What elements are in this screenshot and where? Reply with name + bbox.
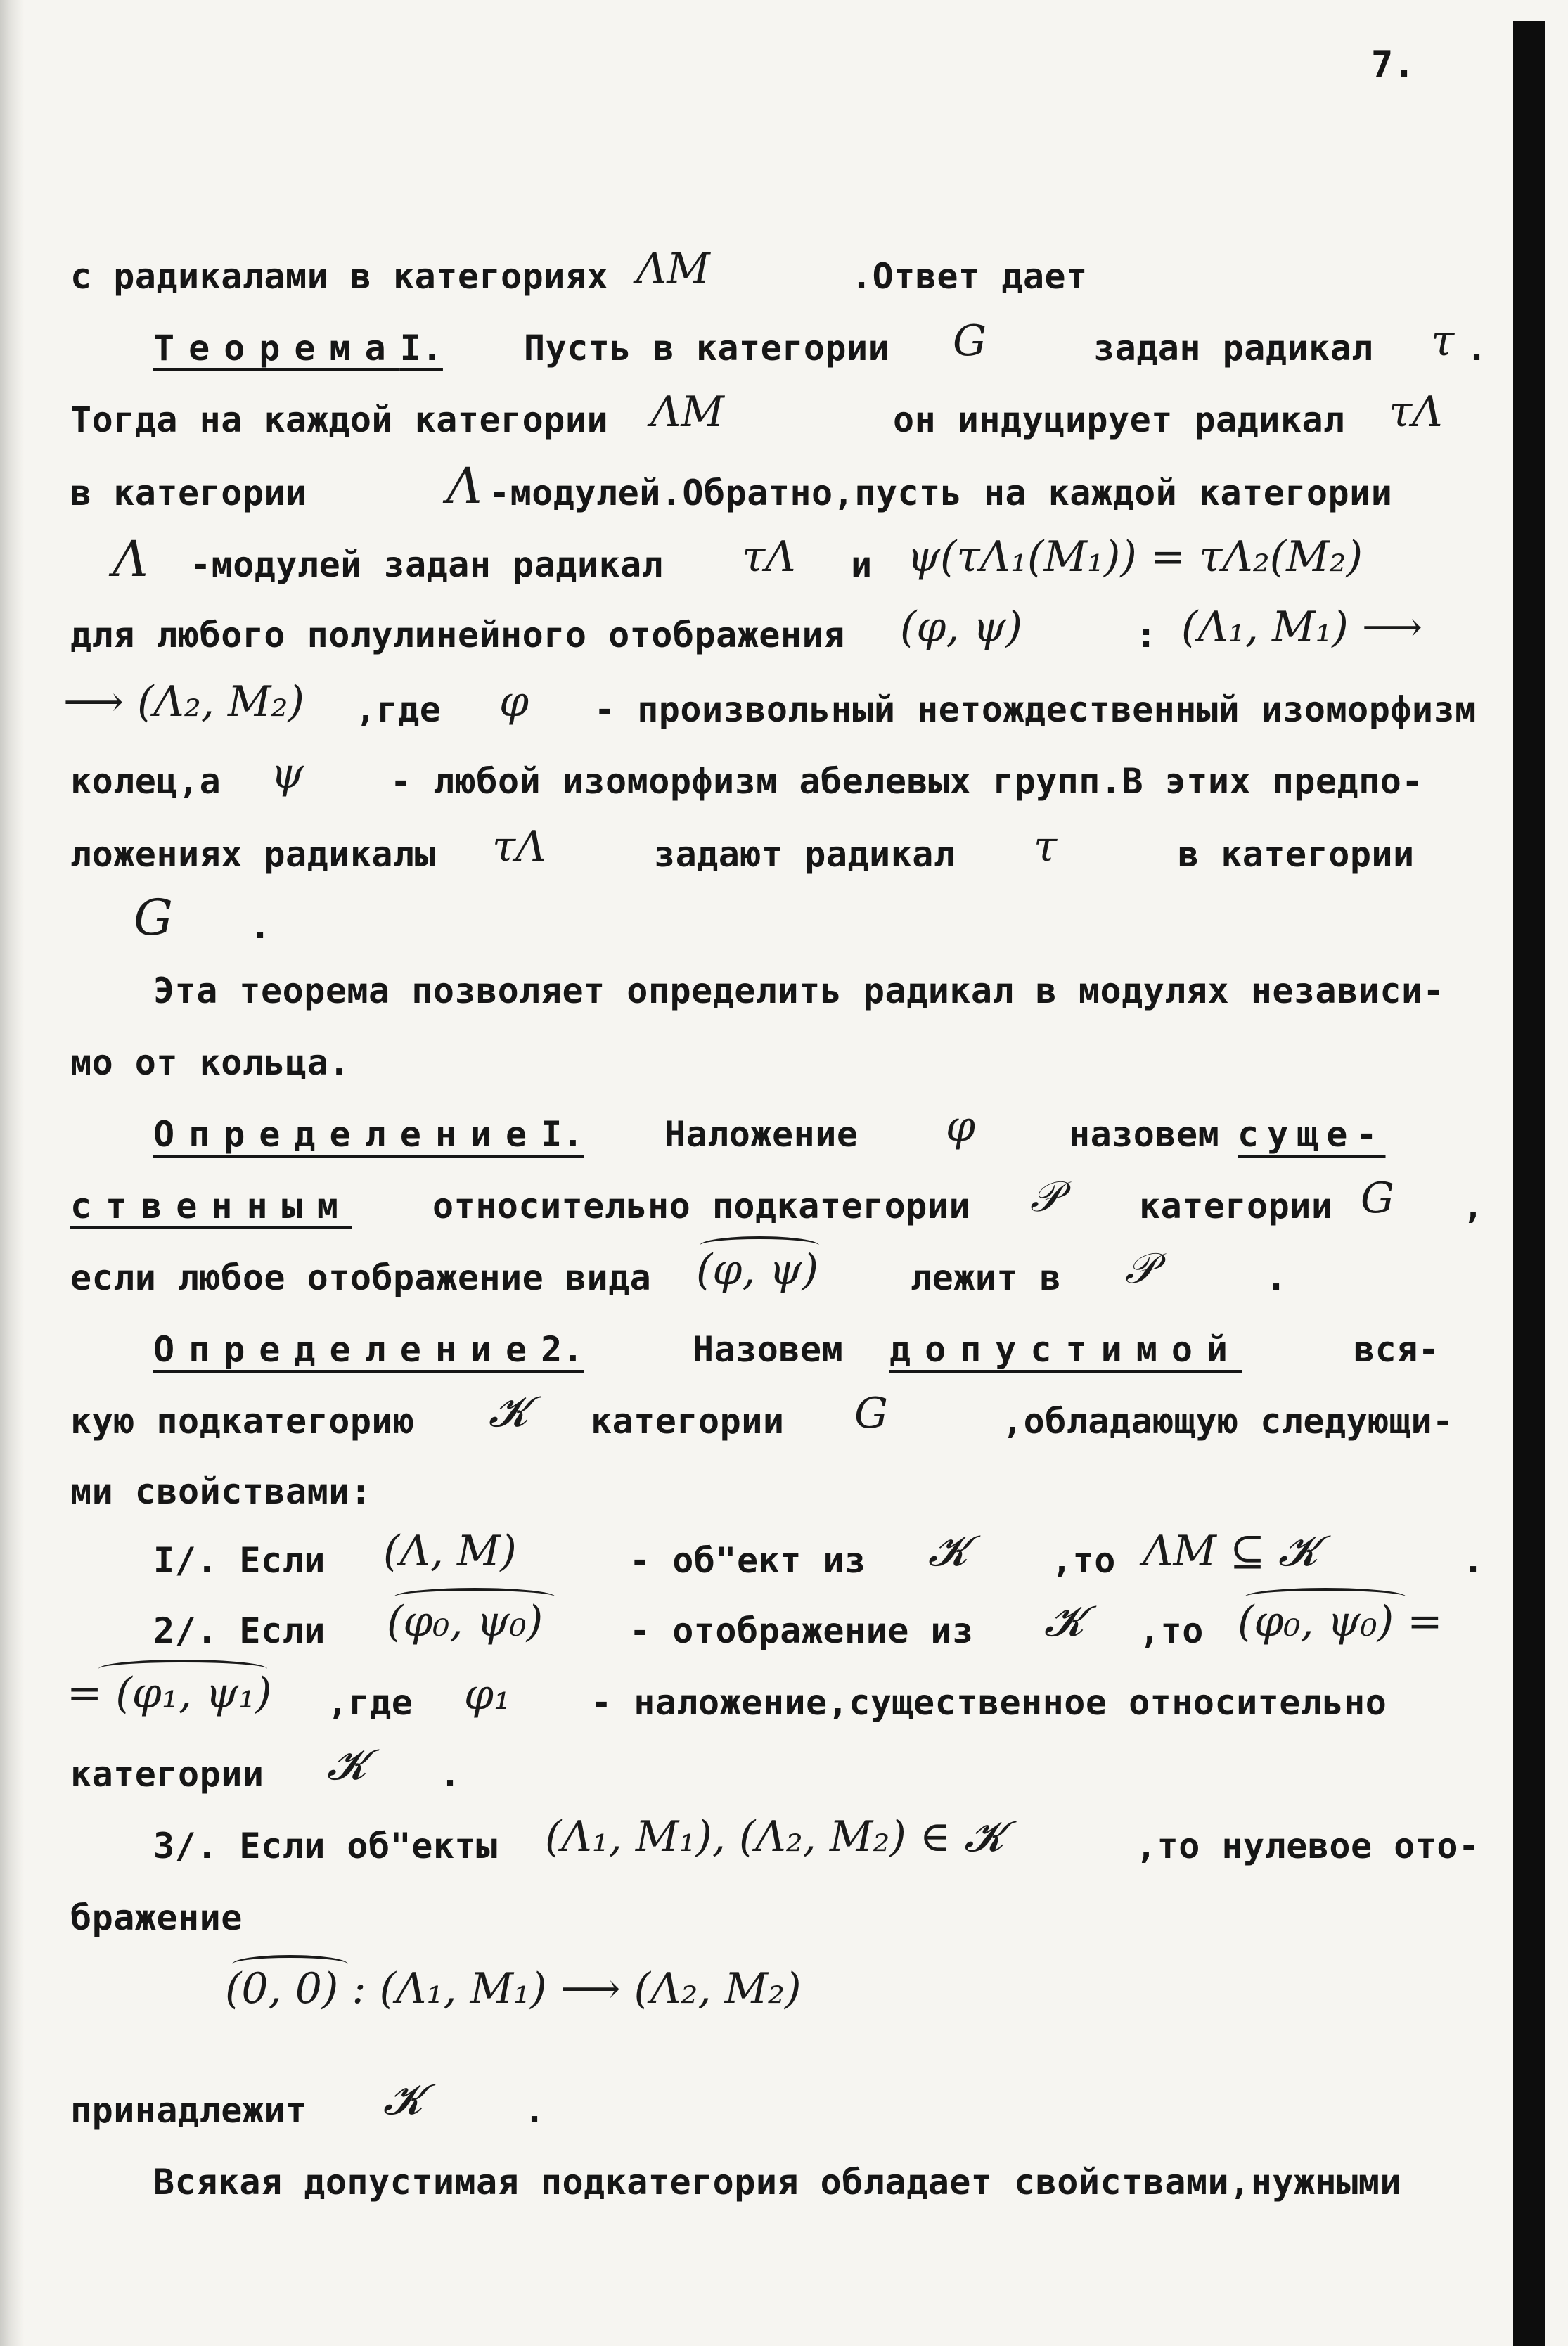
- text-line: задают радикал: [654, 834, 956, 875]
- text-line: в категории: [70, 473, 307, 513]
- text-line: ложениях радикалы: [70, 834, 437, 875]
- formula-phi: φ: [946, 1102, 976, 1151]
- text-line: 2/. Если: [153, 1610, 326, 1651]
- formula-lambda-m: ΛM: [636, 244, 710, 293]
- punct: .: [524, 2090, 546, 2131]
- text-line: ,где: [355, 689, 442, 730]
- definition-number: I.: [541, 1114, 584, 1155]
- formula-G: G: [953, 316, 987, 366]
- theorem-number: I.: [399, 328, 443, 368]
- emphasis: ственным: [70, 1186, 352, 1226]
- theorem-label: Теорема: [153, 328, 400, 368]
- text-line: бражение: [70, 1897, 243, 1938]
- formula-tau: τ: [1034, 822, 1058, 871]
- formula-objects-in-K: (Λ₁, M₁), (Λ₂, M₂) ∈ 𝓚: [545, 1812, 1004, 1861]
- text-line: Пусть в категории: [524, 328, 890, 368]
- formula-K: 𝓚: [1044, 1597, 1084, 1646]
- formula-target-object: ⟶ (Λ₂, M₂): [63, 677, 304, 726]
- text-line: Всякая допустимая подкатегория обладает свойствами,нужными: [153, 2162, 1401, 2203]
- text-line: .Ответ дает: [851, 256, 1088, 297]
- formula-subcategory: ΛM ⊆ 𝓚: [1143, 1527, 1318, 1576]
- formula-object: (Λ, M): [383, 1527, 517, 1576]
- text-line: ,где: [327, 1682, 413, 1723]
- text-line: с радикалами в категориях: [70, 256, 609, 297]
- formula-P: 𝒫: [1030, 1172, 1061, 1222]
- text-line: - об"ект из: [629, 1540, 866, 1581]
- text-line: задан радикал: [1093, 328, 1373, 368]
- formula-psi: ψ: [271, 749, 304, 798]
- text-line: в категории: [1178, 834, 1415, 875]
- formula-tau-lambda: τΛ: [742, 532, 796, 582]
- text-line: 3/. Если об"екты: [153, 1826, 498, 1866]
- formula-K: 𝓚: [928, 1527, 968, 1576]
- text-line: ,то: [1139, 1610, 1204, 1651]
- text-line: ми свойствами:: [70, 1471, 372, 1512]
- text-line: и: [851, 544, 873, 585]
- formula-tau-lambda: τΛ: [1389, 387, 1443, 437]
- text-line: принадлежит: [70, 2090, 307, 2131]
- formula-G: G: [134, 889, 173, 947]
- definition-number: 2.: [541, 1329, 584, 1370]
- punct: .: [1266, 1257, 1287, 1298]
- text-line: I/. Если: [153, 1540, 326, 1581]
- definition-label: Определение: [153, 1114, 541, 1155]
- formula-lambda-m: ΛM: [650, 387, 724, 437]
- text-line: относительно подкатегории: [432, 1186, 971, 1226]
- emphasis: допустимой: [889, 1329, 1242, 1370]
- text-line: Назовем: [693, 1329, 844, 1370]
- text-line: - наложение,существенное относительно: [591, 1682, 1387, 1723]
- formula-P: 𝒫: [1125, 1244, 1156, 1293]
- page-number: 7.: [1371, 44, 1415, 86]
- text-line: -модулей задан радикал: [190, 544, 664, 585]
- formula-zero-map: (0, 0) : (Λ₁, M₁) ⟶ (Λ₂, M₂): [225, 1964, 802, 2013]
- punct: .: [1463, 1540, 1484, 1581]
- formula-K: 𝓚: [327, 1741, 366, 1790]
- formula-K: 𝓚: [383, 2075, 423, 2124]
- definition-heading: [153, 1329, 584, 1370]
- definition-label: Определение: [153, 1329, 541, 1370]
- punct: ,: [1463, 1186, 1484, 1226]
- text-line: - любой изоморфизм абелевых групп.В этих предпо-: [390, 761, 1423, 802]
- text-line: он индуцирует радикал: [893, 399, 1345, 440]
- text-line: Эта теорема позволяет определить радикал в модулях независи-: [153, 970, 1445, 1011]
- theorem-heading: [153, 328, 443, 368]
- formula-phi1-psi1: = (φ₁, ψ₁): [67, 1669, 272, 1718]
- formula-radical-condition: ψ(τΛ₁(M₁)) = τΛ₂(M₂): [907, 532, 1363, 582]
- punct: .: [439, 1754, 461, 1795]
- text-line: если любое отображение вида: [70, 1257, 652, 1298]
- formula-K: 𝓚: [489, 1387, 528, 1437]
- formula-phi0-psi0-equals: (φ₀, ψ₀) =: [1238, 1597, 1443, 1646]
- text-line: мо от кольца.: [70, 1042, 350, 1083]
- formula-lambda: Λ: [113, 530, 148, 588]
- formula-phi-psi-class: (φ, ψ): [696, 1245, 819, 1295]
- formula-G: G: [854, 1389, 888, 1438]
- punct: .: [1466, 328, 1488, 368]
- text-line: - отображение из: [629, 1610, 974, 1651]
- text-line: колец,а: [70, 761, 221, 802]
- text-line: Наложение: [664, 1114, 859, 1155]
- definition-heading: [153, 1114, 584, 1155]
- formula-phi-psi: (φ, ψ): [900, 603, 1023, 652]
- punct: .: [250, 906, 271, 947]
- text-line: для любого полулинейного отображения: [70, 615, 845, 655]
- formula-phi0-psi0: (φ₀, ψ₀): [387, 1597, 544, 1646]
- formula-tau: τ: [1431, 316, 1455, 366]
- scan-edge-shadow: [0, 0, 24, 2346]
- text-line: ,то нулевое ото-: [1136, 1826, 1480, 1866]
- text-line: -модулей.Обратно,пусть на каждой категории: [489, 473, 1393, 513]
- text-line: категории: [70, 1754, 264, 1795]
- text-line: категории: [1139, 1186, 1333, 1226]
- formula-tau-lambda: τΛ: [492, 822, 546, 871]
- formula-phi: φ: [499, 677, 529, 726]
- formula-phi1: φ₁: [464, 1670, 511, 1719]
- text-line: кую подкатегорию: [70, 1401, 415, 1442]
- formula-G: G: [1361, 1174, 1394, 1223]
- formula-lambda: Λ: [446, 457, 482, 515]
- text-line: категории: [591, 1401, 785, 1442]
- text-line: - произвольный нетождественный изоморфизм: [594, 689, 1477, 730]
- formula-source-object: (Λ₁, M₁) ⟶: [1181, 603, 1422, 652]
- text-line: назовем: [1069, 1114, 1220, 1155]
- emphasis: суще-: [1238, 1114, 1386, 1155]
- text-line: ,то: [1051, 1540, 1116, 1581]
- text-line: лежит в: [911, 1257, 1062, 1298]
- text-line: Тогда на каждой категории: [70, 399, 609, 440]
- text-line: вся-: [1354, 1329, 1440, 1370]
- text-line: ,обладающую следующи-: [1002, 1401, 1454, 1442]
- text-line: :: [1136, 615, 1157, 655]
- scan-edge-bar: [1513, 21, 1545, 2346]
